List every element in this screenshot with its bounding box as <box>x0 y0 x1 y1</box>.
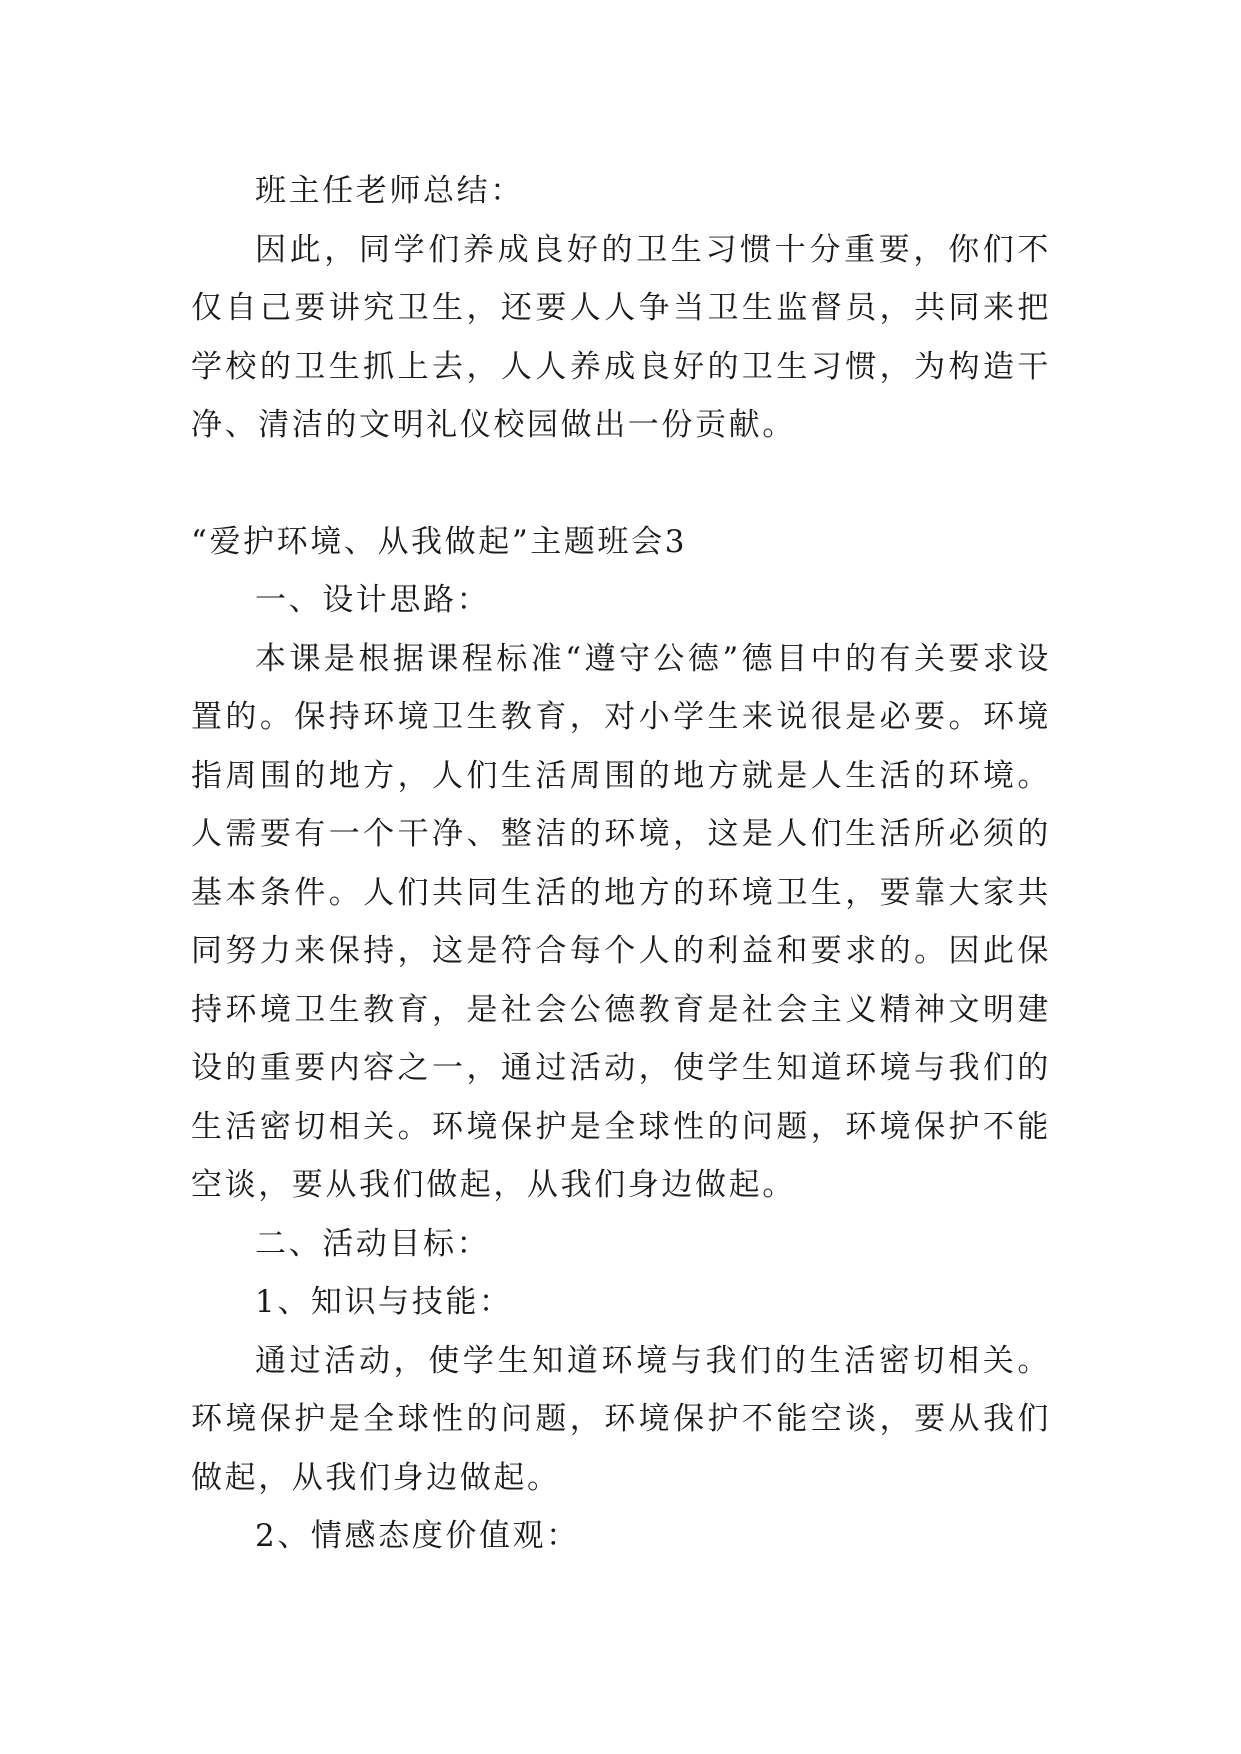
paragraph-design-idea: 本课是根据课程标准“遵守公德”德目中的有关要求设置的。保持环境卫生教育，对小学生来说很是必要。环境指周围的地方，人们生活周围的地方就是人生活的环境。人需要有一个干净、整洁的环境，这是人们生活所必须的基本条件。人们共同生活的地方的环境卫生，要靠大家共同努力来保持，这是符合每个人的利益和要求的。因此保持环境卫生教育，是社会公德教育是社会主义精神文明建设的重要内容之一，通过活动，使学生知道环境与我们的生活密切相关。环境保护是全球性的问题，环境保护不能空谈，要从我们做起，从我们身边做起。 <box>191 640 1051 1203</box>
paragraph-knowledge-skills: 通过活动，使学生知道环境与我们的生活密切相关。环境保护是全球性的问题，环境保护不能空谈，要从我们做起，从我们身边做起。 <box>191 1342 1051 1496</box>
paragraph-teacher-summary: 因此，同学们养成良好的卫生习惯十分重要，你们不仅自己要讲究卫生，还要人人争当卫生监督员，共同来把学校的卫生抓上去，人人养成良好的卫生习惯，为构造干净、清洁的文明礼仪校园做出一份贡献。 <box>191 231 1051 443</box>
paragraph-knowledge-skills-label: 1、知识与技能： <box>255 1284 513 1320</box>
paragraph-activity-goals-label: 二、活动目标： <box>255 1225 491 1262</box>
document-body <box>191 162 1051 1566</box>
paragraph-design-idea-label: 一、设计思路： <box>255 582 491 618</box>
paragraph-teacher-summary-label: 班主任老师总结： <box>255 173 524 209</box>
section-heading-class-meeting: “爱护环境、从我做起”主题班会3 <box>191 523 688 560</box>
paragraph-emotion-values-label: 2、情感态度价值观： <box>255 1518 580 1554</box>
